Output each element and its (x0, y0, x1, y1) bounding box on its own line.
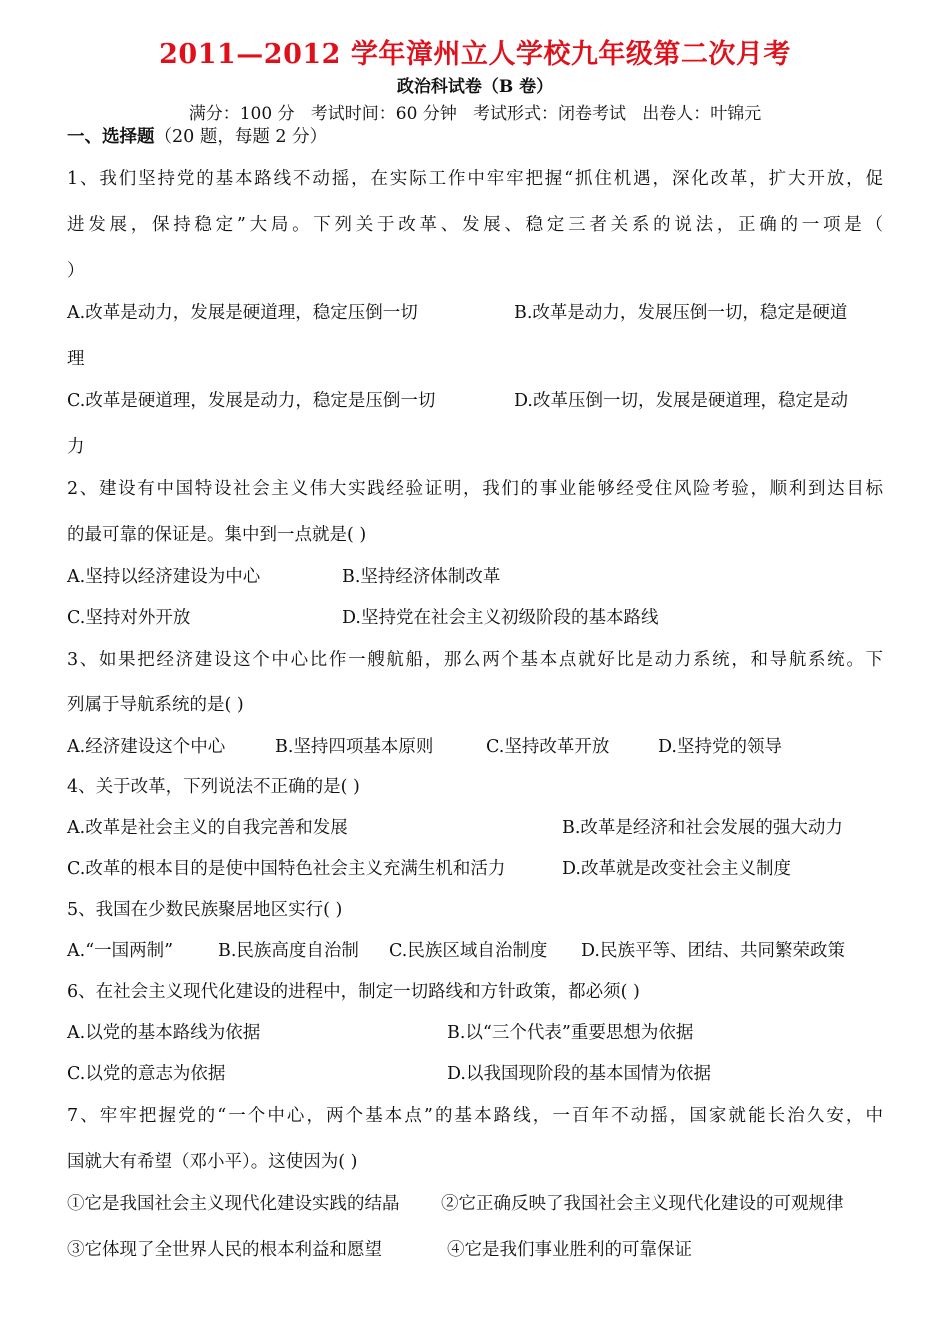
q1-option-d-wrap: 力 (67, 437, 85, 457)
q4-option-d: D.改革就是改变社会主义制度 (562, 859, 791, 879)
q1-stem-line-2: 进发展，保持稳定”大局。下列关于改革、发展、稳定三者关系的说法，正确的一项是（ (67, 215, 883, 235)
q6-option-a: A.以党的基本路线为依据 (67, 1023, 261, 1043)
q5-option-c: C.民族区域自治制度 (389, 941, 548, 961)
q2-stem-line-1: 2、建设有中国特设社会主义伟大实践经验证明，我们的事业能够经受住风险考验，顺利到达目标 (67, 479, 883, 499)
q2-option-b: B.坚持经济体制改革 (342, 567, 501, 587)
q2-option-d: D.坚持党在社会主义初级阶段的基本路线 (342, 608, 659, 628)
q3-stem-line-2: 列属于导航系统的是( ) (67, 695, 244, 715)
q4-stem-line-1: 4、关于改革，下列说法不正确的是( ) (67, 777, 360, 797)
q4-option-c: C.改革的根本目的是使中国特色社会主义充满生机和活力 (67, 859, 506, 879)
q1-option-a: A.改革是动力，发展是硬道理，稳定压倒一切 (67, 303, 418, 323)
q5-option-d: D.民族平等、团结、共同繁荣政策 (581, 941, 845, 961)
q5-option-b: B.民族高度自治制 (218, 941, 359, 961)
q1-option-c: C.改革是硬道理，发展是动力，稳定是压倒一切 (67, 391, 436, 411)
q6-stem-line-1: 6、在社会主义现代化建设的进程中，制定一切路线和方针政策，都必须( ) (67, 982, 640, 1002)
section-title: 一、选择题 (67, 127, 155, 147)
q6-option-c: C.以党的意志为依据 (67, 1064, 226, 1084)
q3-stem-line-1: 3、如果把经济建设这个中心比作一艘航船，那么两个基本点就好比是动力系统，和导航系统。下 (67, 650, 883, 670)
exam-meta: 满分：100 分 考试时间：60 分钟 考试形式：闭卷考试 出卷人：叶锦元 (188, 104, 762, 124)
exam-title: 2011—2012 学年漳州立人学校九年级第二次月考 (159, 39, 791, 70)
q4-option-b: B.改革是经济和社会发展的强大动力 (562, 818, 843, 838)
q3-option-a: A.经济建设这个中心 (67, 737, 226, 757)
q1-stem-line-3: ） (67, 261, 85, 281)
q1-option-b: B.改革是动力，发展压倒一切，稳定是硬道 (514, 303, 848, 323)
q2-stem-line-2: 的最可靠的保证是。集中到一点就是( ) (67, 525, 367, 545)
q6-option-d: D.以我国现阶段的基本国情为依据 (447, 1064, 711, 1084)
q7-statement-4: ④它是我们事业胜利的可靠保证 (447, 1240, 692, 1260)
section-heading (67, 126, 327, 148)
q7-statement-2: ②它正确反映了我国社会主义现代化建设的可观规律 (441, 1194, 844, 1214)
q3-option-d: D.坚持党的领导 (658, 737, 782, 757)
q1-option-b-wrap: 理 (67, 349, 85, 369)
q6-option-b: B.以“三个代表”重要思想为依据 (447, 1023, 694, 1043)
q2-option-a: A.坚持以经济建设为中心 (67, 567, 261, 587)
q3-option-c: C.坚持改革开放 (486, 737, 610, 757)
q4-option-a: A.改革是社会主义的自我完善和发展 (67, 818, 348, 838)
q7-statement-3: ③它体现了全世界人民的根本利益和愿望 (67, 1240, 382, 1260)
q1-stem-line-1: 1、我们坚持党的基本路线不动摇，在实际工作中牢牢把握“抓住机遇，深化改革，扩大开放，促 (67, 169, 883, 189)
q1-option-d: D.改革压倒一切，发展是硬道理，稳定是动 (514, 391, 848, 411)
q5-stem-line-1: 5、我国在少数民族聚居地区实行( ) (67, 900, 343, 920)
section-points: （20 题，每题 2 分） (154, 127, 328, 147)
q7-statement-1: ①它是我国社会主义现代化建设实践的结晶 (67, 1194, 400, 1214)
q3-option-b: B.坚持四项基本原则 (275, 737, 434, 757)
q7-stem-line-1: 7、牢牢把握党的“一个中心，两个基本点”的基本路线，一百年不动摇，国家就能长治久安，中 (67, 1106, 883, 1126)
exam-subtitle: 政治科试卷（B 卷） (396, 77, 554, 97)
q5-option-a: A.“一国两制” (67, 941, 174, 961)
q2-option-c: C.坚持对外开放 (67, 608, 191, 628)
q7-stem-line-2: 国就大有希望（邓小平）。这使因为( ) (67, 1152, 358, 1172)
